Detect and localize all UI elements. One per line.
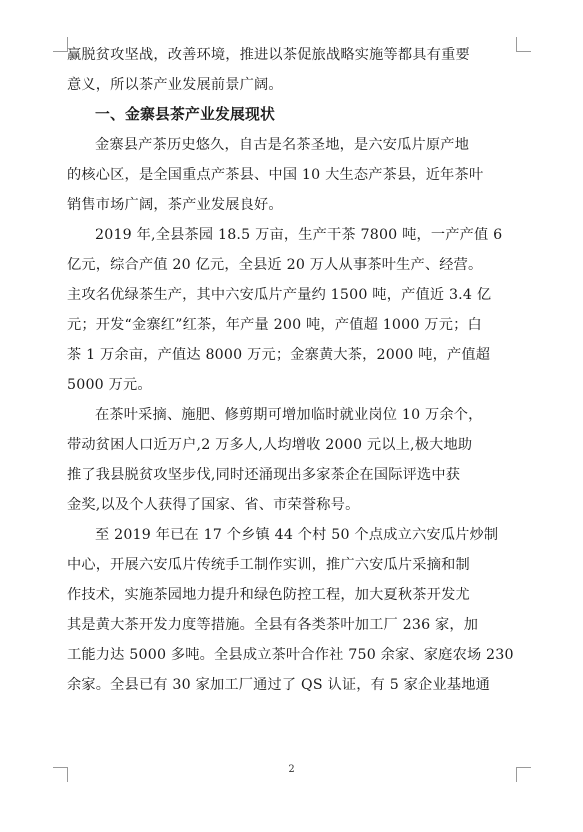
text-line: 推了我县脱贫攻坚步伐,同时还涌现出多家茶企在国际评选中获 [67,467,461,483]
text-line: 带动贫困人口近万户,2 万多人,人均增收 2000 元以上,极大地助 [67,437,473,453]
text-line: 工能力达 5000 多吨。全县成立茶叶合作社 750 余家、家庭农场 230 [67,647,514,663]
text-line: 至 2019 年已在 17 个乡镇 44 个村 50 个点成立六安瓜片炒制 [95,527,499,543]
text-line: 销售市场广阔，茶产业发展良好。 [67,197,283,213]
text-line: 元；开发“金寨红”红茶，年产量 200 吨，产值超 1000 万元；白 [67,317,482,333]
text-line: 意义，所以茶产业发展前景广阔。 [67,77,283,93]
crop-mark-top-right [516,37,531,52]
text-line: 5000 万元。 [67,377,152,393]
crop-mark-top-left [53,37,68,52]
text-line: 金寨县产茶历史悠久，自古是名茶圣地，是六安瓜片原产地 [95,137,470,153]
text-line: 余家。全县已有 30 家加工厂通过了 QS 认证，有 5 家企业基地通 [67,677,490,693]
text-line: 在茶叶采摘、施肥、修剪期可增加临时就业岗位 10 万余个， [95,407,483,423]
text-line: 中心，开展六安瓜片传统手工制作实训，推广六安瓜片采摘和制 [67,557,470,573]
document-body [67,40,517,700]
section-heading: 一、金寨县茶产业发展现状 [95,106,275,123]
page-number: 2 [288,764,295,775]
text-line: 作技术，实施茶园地力提升和绿色防控工程，加大夏秋茶开发尤 [67,587,470,603]
text-line: 2019 年,全县茶园 18.5 万亩，生产干茶 7800 吨，一产产值 6 [95,227,503,243]
text-line: 赢脱贫攻坚战，改善环境，推进以茶促旅战略实施等都具有重要 [67,47,470,63]
text-line: 的核心区，是全国重点产茶县、中国 10 大生态产茶县，近年茶叶 [67,167,484,183]
text-line: 亿元，综合产值 20 亿元，全县近 20 万人从事茶叶生产、经营。 [67,257,483,273]
text-line: 其是黄大茶开发力度等措施。全县有各类茶叶加工厂 236 家，加 [67,617,479,633]
text-line: 主攻名优绿茶生产，其中六安瓜片产量约 1500 吨，产值近 3.4 亿 [67,287,492,303]
text-line: 金奖,以及个人获得了国家、省、市荣誉称号。 [67,497,360,513]
text-line: 茶 1 万余亩，产值达 8000 万元；金寨黄大茶，2000 吨，产值超 [67,347,491,363]
